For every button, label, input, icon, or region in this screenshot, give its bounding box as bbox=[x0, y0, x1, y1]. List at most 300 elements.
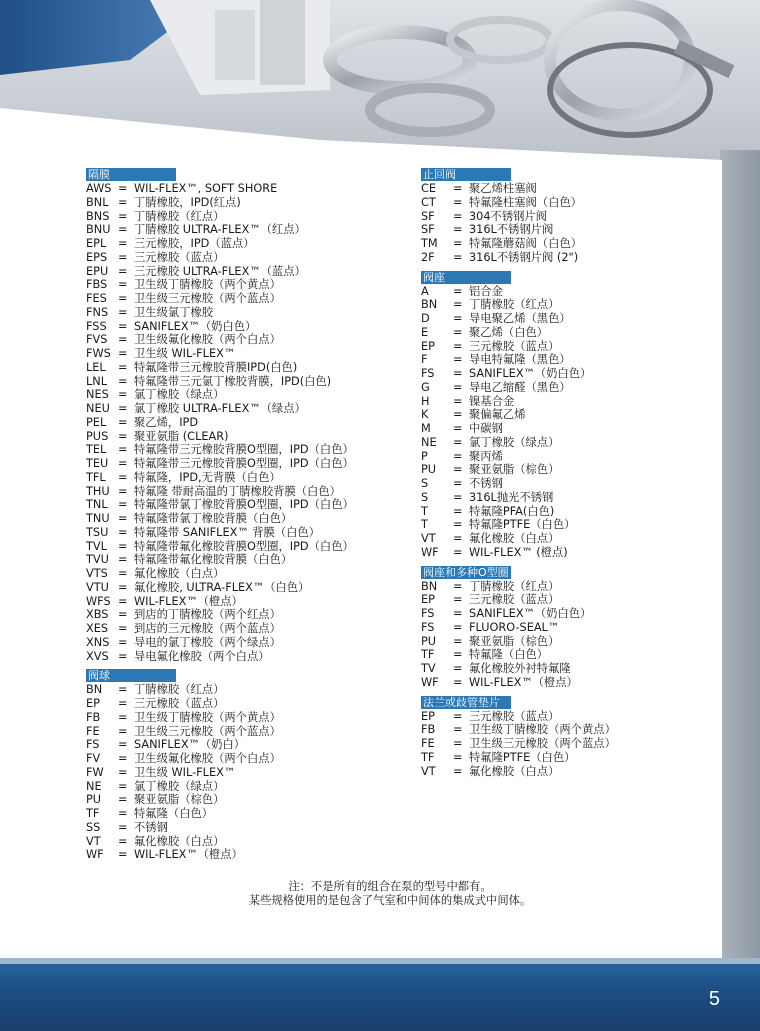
equals-sign: = bbox=[118, 622, 128, 635]
description: SANIFLEX™（奶白色） bbox=[469, 367, 592, 380]
code: FE bbox=[421, 737, 435, 750]
code-row bbox=[86, 347, 386, 361]
code-row bbox=[86, 388, 386, 402]
equals-sign: = bbox=[118, 498, 128, 512]
description: 特氟隆带氟化橡胶背膜O型圈，IPD（白色） bbox=[134, 539, 354, 553]
code: PU bbox=[86, 793, 102, 807]
equals-sign: = bbox=[453, 709, 463, 723]
equals-sign: = bbox=[453, 504, 463, 518]
code: CE bbox=[421, 182, 437, 195]
code: BNS bbox=[86, 209, 110, 223]
code: LNL bbox=[86, 374, 108, 388]
equals-sign: = bbox=[118, 525, 128, 539]
code: H bbox=[421, 394, 430, 408]
section-header: 阀座和多种O型圈 bbox=[421, 566, 511, 579]
equals-sign: = bbox=[118, 388, 128, 402]
code-row bbox=[86, 553, 386, 567]
code: 2F bbox=[421, 250, 435, 264]
equals-sign: = bbox=[453, 477, 463, 490]
code-row bbox=[86, 581, 386, 595]
code-row bbox=[421, 648, 721, 662]
code-row bbox=[86, 567, 386, 581]
equals-sign: = bbox=[118, 710, 128, 724]
code-row bbox=[86, 430, 386, 444]
equals-sign: = bbox=[453, 737, 463, 750]
equals-sign: = bbox=[453, 620, 463, 634]
code-row bbox=[86, 278, 386, 292]
code-row bbox=[421, 710, 721, 724]
code-row bbox=[86, 793, 386, 807]
equals-sign: = bbox=[118, 457, 128, 470]
code: VT bbox=[421, 764, 436, 778]
description: 聚亚氨脂（棕色） bbox=[134, 793, 225, 807]
description: 卫生级氟化橡胶（两个白点） bbox=[134, 333, 281, 347]
description: 聚亚氨脂（棕色） bbox=[469, 463, 560, 477]
equals-sign: = bbox=[118, 765, 128, 779]
code: FB bbox=[86, 710, 101, 724]
code: S bbox=[421, 490, 429, 504]
description: 不锈钢 bbox=[469, 477, 503, 490]
equals-sign: = bbox=[453, 723, 463, 737]
equals-sign: = bbox=[118, 209, 128, 223]
code-row bbox=[86, 821, 386, 835]
equals-sign: = bbox=[118, 264, 128, 278]
description: 镍基合金 bbox=[469, 394, 515, 408]
code-row bbox=[421, 237, 721, 251]
equals-sign: = bbox=[453, 750, 463, 764]
description: SANIFLEX™（奶白色） bbox=[469, 607, 592, 620]
code: BNL bbox=[86, 195, 109, 209]
description: WIL-FLEX™（橙点） bbox=[134, 594, 243, 608]
code-row bbox=[86, 595, 386, 609]
section-header: 阀球 bbox=[86, 669, 176, 682]
code-row bbox=[421, 518, 721, 532]
footnote-line-2: 某些规格使用的是包含了气室和中间体的集成式中间体。 bbox=[248, 894, 532, 907]
description: 特氟隆PTFE（白色） bbox=[469, 518, 576, 532]
description: WIL-FLEX™ (橙点) bbox=[469, 545, 568, 559]
description: 卫生级氯丁橡胶 bbox=[134, 305, 214, 319]
description: 聚偏氟乙烯 bbox=[469, 408, 526, 422]
equals-sign: = bbox=[118, 752, 128, 765]
description: 特氟隆（白色） bbox=[469, 648, 549, 662]
code: TVL bbox=[86, 539, 107, 553]
code-row bbox=[86, 848, 386, 862]
equals-sign: = bbox=[453, 380, 463, 394]
code-row bbox=[86, 251, 386, 265]
description: 聚乙烯（白色） bbox=[469, 325, 549, 339]
description: 到店的丁腈橡胶（两个红点） bbox=[134, 608, 281, 622]
equals-sign: = bbox=[118, 649, 128, 663]
description: 不锈钢 bbox=[134, 820, 168, 834]
code-row bbox=[86, 333, 386, 347]
footnote bbox=[180, 880, 600, 908]
code-row bbox=[86, 265, 386, 279]
code: TM bbox=[421, 237, 438, 250]
code: EP bbox=[421, 709, 435, 723]
description: 三元橡胶，IPD（蓝点） bbox=[134, 237, 255, 250]
description: FLUORO-SEAL™ bbox=[469, 620, 560, 634]
code: A bbox=[421, 284, 429, 298]
description: 三元橡胶（蓝点） bbox=[469, 709, 560, 723]
right-decorative-band bbox=[720, 150, 760, 980]
equals-sign: = bbox=[453, 545, 463, 559]
equals-sign: = bbox=[453, 237, 463, 250]
section-header: 隔膜 bbox=[86, 168, 176, 181]
description: 特氟隆带 SANIFLEX™ 背膜（白色） bbox=[134, 525, 321, 539]
code: EP bbox=[421, 339, 435, 353]
code-row bbox=[86, 237, 386, 251]
code-row bbox=[421, 408, 721, 422]
description: 丁腈橡胶，IPD(红点) bbox=[134, 195, 241, 209]
code: FE bbox=[86, 724, 100, 738]
description: 特氟隆带三元橡胶背膜IPD(白色) bbox=[134, 360, 298, 374]
code: VTU bbox=[86, 580, 109, 594]
code: EP bbox=[86, 697, 100, 710]
code-row bbox=[86, 375, 386, 389]
description: 丁腈橡胶 ULTRA-FLEX™（红点） bbox=[134, 223, 306, 237]
equals-sign: = bbox=[453, 593, 463, 607]
description: 三元橡胶（蓝点） bbox=[469, 593, 560, 607]
equals-sign: = bbox=[118, 415, 128, 429]
code-row bbox=[86, 650, 386, 664]
code-row bbox=[421, 477, 721, 491]
code-row bbox=[421, 353, 721, 367]
code-row bbox=[421, 491, 721, 505]
description: 三元橡胶（蓝点） bbox=[134, 250, 225, 264]
equals-sign: = bbox=[118, 553, 128, 567]
equals-sign: = bbox=[118, 539, 128, 553]
equals-sign: = bbox=[453, 195, 463, 209]
code: EPL bbox=[86, 237, 107, 250]
code-row bbox=[86, 223, 386, 237]
footer-stripe bbox=[0, 958, 760, 964]
code: TSU bbox=[86, 525, 109, 539]
code: WF bbox=[421, 545, 439, 559]
code-row bbox=[421, 395, 721, 409]
equals-sign: = bbox=[118, 820, 128, 834]
code: K bbox=[421, 408, 429, 422]
equals-sign: = bbox=[118, 779, 128, 793]
description: 特氟隆PFA(白色) bbox=[469, 504, 555, 518]
code: NES bbox=[86, 388, 109, 402]
description: 304不锈钢片阀 bbox=[469, 209, 548, 223]
equals-sign: = bbox=[118, 512, 128, 525]
code: AWS bbox=[86, 182, 112, 195]
equals-sign: = bbox=[453, 435, 463, 449]
description: 316L抛光不锈钢 bbox=[469, 490, 554, 504]
description: 特氟隆带三元橡胶背膜O型圈，IPD（白色） bbox=[134, 457, 354, 470]
description: 三元橡胶 ULTRA-FLEX™（蓝点） bbox=[134, 264, 306, 278]
equals-sign: = bbox=[453, 449, 463, 463]
code: TF bbox=[421, 648, 435, 662]
equals-sign: = bbox=[118, 250, 128, 264]
code-row bbox=[86, 835, 386, 849]
description: 中碳钢 bbox=[469, 422, 503, 435]
equals-sign: = bbox=[453, 463, 463, 477]
equals-sign: = bbox=[118, 402, 128, 415]
code-row bbox=[421, 580, 721, 594]
left-column bbox=[86, 168, 386, 862]
equals-sign: = bbox=[453, 764, 463, 778]
code: TV bbox=[421, 662, 436, 675]
code: XBS bbox=[86, 608, 109, 622]
description: 卫生级氟化橡胶（两个白点） bbox=[134, 752, 281, 765]
code: WF bbox=[421, 675, 439, 689]
code: XES bbox=[86, 622, 109, 635]
code-row bbox=[86, 320, 386, 334]
code: FVS bbox=[86, 333, 108, 347]
code-row bbox=[86, 210, 386, 224]
footnote-line-1: 注：不是所有的组合在泵的型号中都有。 bbox=[288, 880, 492, 893]
code: LEL bbox=[86, 360, 106, 374]
code: EP bbox=[421, 593, 435, 607]
equals-sign: = bbox=[118, 223, 128, 237]
description: 氟化橡胶（白点） bbox=[134, 567, 225, 580]
description: 卫生级丁腈橡胶（两个黄点） bbox=[469, 723, 616, 737]
equals-sign: = bbox=[118, 793, 128, 807]
description: 卫生级丁腈橡胶（两个黄点） bbox=[134, 278, 281, 292]
description: 导电特氟隆（黑色） bbox=[469, 353, 571, 367]
equals-sign: = bbox=[453, 634, 463, 648]
code-row bbox=[421, 367, 721, 381]
code-row bbox=[421, 505, 721, 519]
equals-sign: = bbox=[453, 394, 463, 408]
code: FS bbox=[421, 367, 435, 380]
equals-sign: = bbox=[118, 305, 128, 319]
code: NEU bbox=[86, 402, 110, 415]
equals-sign: = bbox=[453, 408, 463, 422]
code: E bbox=[421, 325, 429, 339]
code: BN bbox=[421, 579, 438, 593]
code: S bbox=[421, 477, 429, 490]
code: NE bbox=[86, 779, 102, 793]
description: 氯丁橡胶（绿点） bbox=[134, 388, 225, 402]
equals-sign: = bbox=[118, 374, 128, 388]
equals-sign: = bbox=[118, 429, 128, 443]
code: TFL bbox=[86, 470, 106, 484]
code: SF bbox=[421, 223, 435, 237]
code-row bbox=[86, 485, 386, 499]
code-row bbox=[86, 361, 386, 375]
description: 导电聚乙烯（黑色） bbox=[469, 312, 571, 325]
equals-sign: = bbox=[453, 312, 463, 325]
description: WIL-FLEX™（橙点） bbox=[134, 848, 243, 862]
equals-sign: = bbox=[118, 683, 128, 697]
equals-sign: = bbox=[118, 608, 128, 622]
equals-sign: = bbox=[118, 484, 128, 498]
code-row bbox=[86, 457, 386, 471]
code: T bbox=[421, 504, 428, 518]
description: 丁腈橡胶（红点） bbox=[469, 298, 560, 312]
description: 特氟隆蘑菇阀（白色） bbox=[469, 237, 582, 250]
code: FS bbox=[86, 738, 100, 752]
code-row bbox=[86, 182, 386, 196]
description: SANIFLEX™（奶白） bbox=[134, 738, 246, 752]
code: PU bbox=[421, 463, 437, 477]
code: PUS bbox=[86, 429, 109, 443]
description: 三元橡胶（蓝点） bbox=[134, 697, 225, 710]
code-row bbox=[421, 450, 721, 464]
description: 导电氟化橡胶（两个白点） bbox=[134, 649, 270, 663]
code-row bbox=[421, 723, 721, 737]
code: TF bbox=[86, 807, 100, 820]
equals-sign: = bbox=[118, 360, 128, 374]
description: 氟化橡胶（白点） bbox=[469, 764, 560, 778]
equals-sign: = bbox=[453, 490, 463, 504]
code: VTS bbox=[86, 567, 108, 580]
code-row bbox=[421, 532, 721, 546]
description: 氯丁橡胶 ULTRA-FLEX™（绿点） bbox=[134, 402, 306, 415]
section-header: 止回阀 bbox=[421, 168, 511, 181]
equals-sign: = bbox=[453, 325, 463, 339]
code: FB bbox=[421, 723, 436, 737]
equals-sign: = bbox=[118, 738, 128, 752]
code-row bbox=[421, 182, 721, 196]
code-row bbox=[86, 738, 386, 752]
description: 氯丁橡胶（绿点） bbox=[469, 435, 560, 449]
equals-sign: = bbox=[118, 567, 128, 580]
code: P bbox=[421, 449, 428, 463]
equals-sign: = bbox=[453, 182, 463, 195]
code: SF bbox=[421, 209, 435, 223]
code: TNL bbox=[86, 498, 108, 512]
equals-sign: = bbox=[118, 319, 128, 333]
code: VT bbox=[86, 834, 101, 848]
code-row bbox=[86, 752, 386, 766]
code: TEU bbox=[86, 457, 109, 470]
code-row bbox=[421, 463, 721, 477]
description: 氟化橡胶（白点） bbox=[134, 834, 225, 848]
description: 丁腈橡胶（红点） bbox=[134, 683, 225, 697]
code: FWS bbox=[86, 347, 111, 360]
equals-sign: = bbox=[453, 353, 463, 367]
code: WF bbox=[86, 848, 104, 862]
footer-band bbox=[0, 958, 760, 1031]
code-row bbox=[421, 607, 721, 621]
code-row bbox=[421, 436, 721, 450]
equals-sign: = bbox=[118, 333, 128, 347]
code-row bbox=[86, 697, 386, 711]
code-row bbox=[421, 223, 721, 237]
code-row bbox=[421, 737, 721, 751]
code-row bbox=[86, 526, 386, 540]
description: 特氟隆带氯丁橡胶背膜O型圈，IPD（白色） bbox=[134, 498, 354, 512]
code-row bbox=[86, 416, 386, 430]
code: G bbox=[421, 380, 430, 394]
code-row bbox=[421, 422, 721, 436]
description: 卫生级 WIL-FLEX™ bbox=[134, 347, 236, 360]
code-row bbox=[86, 807, 386, 821]
right-column bbox=[421, 168, 721, 778]
description: 导电的氯丁橡胶（两个绿点） bbox=[134, 635, 281, 649]
code: D bbox=[421, 312, 430, 325]
code-row bbox=[421, 340, 721, 354]
code: FS bbox=[421, 620, 435, 634]
equals-sign: = bbox=[118, 237, 128, 250]
equals-sign: = bbox=[453, 284, 463, 298]
code-row bbox=[421, 765, 721, 779]
description: 特氟隆带三元氯丁橡胶背膜，IPD(白色) bbox=[134, 374, 332, 388]
equals-sign: = bbox=[453, 532, 463, 545]
description: 导电乙缩醛（黑色） bbox=[469, 380, 571, 394]
description: 特氟隆带三元橡胶背膜O型圈，IPD（白色） bbox=[134, 443, 354, 457]
code: THU bbox=[86, 484, 110, 498]
code-row bbox=[86, 196, 386, 210]
code: T bbox=[421, 518, 428, 532]
description: 到店的三元橡胶（两个蓝点） bbox=[134, 622, 281, 635]
code-row bbox=[421, 326, 721, 340]
code-row bbox=[86, 622, 386, 636]
code: BNU bbox=[86, 223, 111, 237]
equals-sign: = bbox=[118, 635, 128, 649]
description: 特氟隆，IPD,无背膜（白色） bbox=[134, 470, 281, 484]
description: 特氟隆带氟化橡胶背膜（白色） bbox=[134, 553, 293, 567]
code-row bbox=[421, 381, 721, 395]
description: 氟化橡胶, ULTRA-FLEX™（白色） bbox=[134, 580, 310, 594]
description: 聚亚氨脂（棕色） bbox=[469, 634, 560, 648]
code: VT bbox=[421, 532, 436, 545]
description: WIL-FLEX™, SOFT SHORE bbox=[134, 182, 278, 195]
code-row bbox=[421, 546, 721, 560]
equals-sign: = bbox=[118, 594, 128, 608]
description: 聚乙烯，IPD bbox=[134, 415, 199, 429]
code: NE bbox=[421, 435, 437, 449]
description: 卫生级三元橡胶（两个蓝点） bbox=[469, 737, 616, 750]
description: 氟化橡胶（白点） bbox=[469, 532, 560, 545]
code-row bbox=[86, 711, 386, 725]
code-row bbox=[421, 251, 721, 265]
code-row bbox=[86, 780, 386, 794]
code: WFS bbox=[86, 594, 111, 608]
section-header: 法兰或歧管垫片 bbox=[421, 696, 511, 709]
description: 316L不锈钢片阀 (2") bbox=[469, 250, 579, 264]
code: CT bbox=[421, 195, 436, 209]
code: FW bbox=[86, 765, 104, 779]
equals-sign: = bbox=[118, 470, 128, 484]
description: 三元橡胶（蓝点） bbox=[469, 339, 560, 353]
code: XNS bbox=[86, 635, 110, 649]
equals-sign: = bbox=[453, 298, 463, 312]
page-number: 5 bbox=[708, 988, 720, 1010]
code-row bbox=[421, 676, 721, 690]
equals-sign: = bbox=[453, 518, 463, 532]
code: TVU bbox=[86, 553, 109, 567]
code: F bbox=[421, 353, 428, 367]
code-row bbox=[421, 621, 721, 635]
description: 特氟隆带氯丁橡胶背膜（白色） bbox=[134, 512, 293, 525]
code-row bbox=[86, 402, 386, 416]
code-row bbox=[421, 210, 721, 224]
code-row bbox=[421, 196, 721, 210]
equals-sign: = bbox=[118, 807, 128, 820]
description: 丁腈橡胶（红点） bbox=[469, 579, 560, 593]
code-row bbox=[86, 725, 386, 739]
code: FNS bbox=[86, 305, 109, 319]
code-row bbox=[421, 312, 721, 326]
description: SANIFLEX™（奶白色） bbox=[134, 319, 257, 333]
equals-sign: = bbox=[118, 278, 128, 292]
code-row bbox=[421, 285, 721, 299]
code-row bbox=[86, 540, 386, 554]
description: 316L不锈钢片阀 bbox=[469, 223, 554, 237]
description: 卫生级三元橡胶（两个蓝点） bbox=[134, 292, 281, 305]
equals-sign: = bbox=[453, 579, 463, 593]
code: FS bbox=[421, 607, 435, 620]
equals-sign: = bbox=[453, 662, 463, 675]
code: FSS bbox=[86, 319, 107, 333]
description: 聚丙烯 bbox=[469, 449, 503, 463]
equals-sign: = bbox=[118, 724, 128, 738]
